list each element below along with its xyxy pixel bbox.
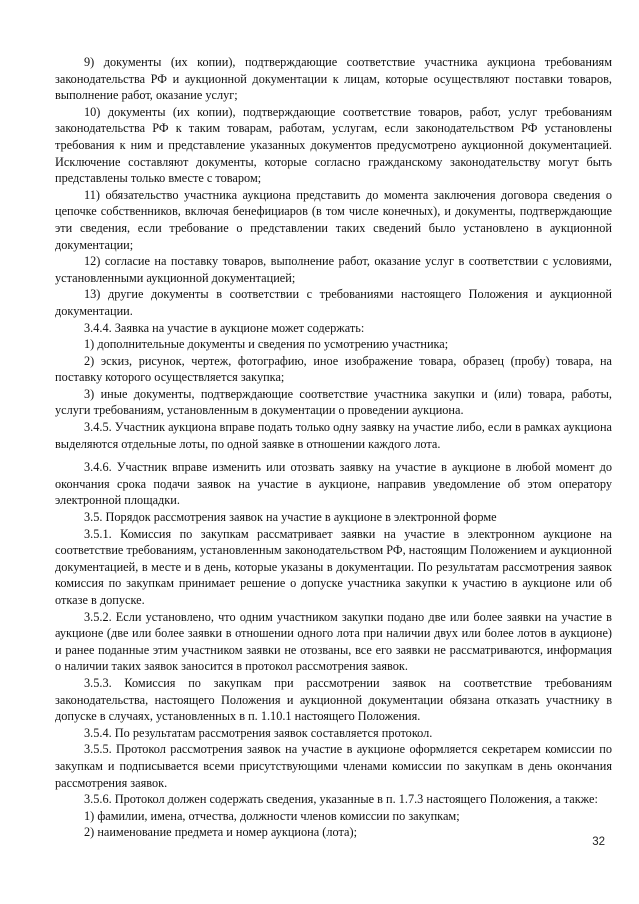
- paragraph-3-5-6-item-2: 2) наименование предмета и номер аукциона (лота);: [84, 825, 357, 840]
- section-3-5-6: 3.5.6. Протокол должен содержать сведения, указанные в п. 1.7.3 настоящего Положения, а также:: [84, 792, 598, 807]
- section-3-4-5: 3.4.5. Участник аукциона вправе подать только одну заявку на участие либо, если в рамках аукциона выделяются отдельные лоты, по одной заявке в отношении каждого лота.: [55, 420, 612, 451]
- page-number: 32: [592, 836, 605, 848]
- document-body: [55, 54, 612, 841]
- paragraph-3-4-4-item-3: 3) иные документы, подтверждающие соответствие участника закупки и (или) товара, работы, услуги требованиям, установленным в документации о проведении аукциона.: [55, 386, 612, 418]
- paragraph-3-4-4-item-1: 1) дополнительные документы и сведения по усмотрению участника;: [84, 337, 449, 352]
- section-3-5-5: 3.5.5. Протокол рассмотрения заявок на участие в аукционе оформляется секретарем комиссии по закупкам и подписывается всеми присутствующими членами комиссии по закупкам в день окончания рассмотрения заявок.: [55, 742, 612, 790]
- section-3-5-1: 3.5.1. Комиссия по закупкам рассматривает заявки на участие в электронном аукционе на соответствие требованиям, установленным законодательством РФ, настоящим Положением и аукционной документацией, в месте и в день, которые указаны в документации. По результатам рассмотрения заявок комиссия по закупкам принимает решение о допуске участника закупки к участию в аукционе или об отказе в допуске.: [55, 526, 612, 607]
- section-3-4-6: 3.4.6. Участник вправе изменить или отозвать заявку на участие в аукционе в любой момент до окончания срока подачи заявок на участие в аукционе, направив уведомление об этом оператору электронной площадки.: [55, 460, 612, 508]
- paragraph-item-11: 11) обязательство участника аукциона представить до момента заключения договора сведения о цепочке собственников, включая бенефициаров (в том числе конечных), и документы, подтверждающие эти сведения, если требование о представлении таких сведений было установлено в аукционной документации;: [55, 187, 612, 252]
- section-3-4-4: 3.4.4. Заявка на участие в аукционе может содержать:: [84, 320, 365, 335]
- paragraph-3-4-4-item-2: 2) эскиз, рисунок, чертеж, фотографию, иное изображение товара, образец (пробу) товара, на поставку которого осуществляется закупка;: [55, 353, 612, 385]
- paragraph-3-5-6-item-1: 1) фамилии, имена, отчества, должности членов комиссии по закупкам;: [84, 808, 460, 823]
- paragraph-item-12: 12) согласие на поставку товаров, выполнение работ, оказание услуг в соответствии с условиями, установленными аукционной документацией;: [55, 254, 612, 285]
- section-3-5-heading: 3.5. Порядок рассмотрения заявок на участие в аукционе в электронной форме: [84, 510, 497, 525]
- section-3-5-2: 3.5.2. Если установлено, что одним участником закупки подано две или более заявки на участие в аукционе (две или более заявки в отношении одного лота при наличии двух или более лотов в аукционе) и ранее поданные этим участником заявки не отозваны, все его заявки не рассматриваются, информация о наличии таких заявок заносится в протокол рассмотрения заявок.: [55, 609, 612, 674]
- section-3-5-4: 3.5.4. По результатам рассмотрения заявок составляется протокол.: [84, 725, 433, 740]
- paragraph-item-13: 13) другие документы в соответствии с требованиями настоящего Положения и аукционной документации.: [55, 287, 612, 318]
- paragraph-item-10: 10) документы (их копии), подтверждающие соответствие товаров, работ, услуг требованиям законодательства РФ к таким товарам, работам, услугам, если законодательством РФ установлены требования к ним и представление указанных документов предусмотрено аукционной документацией. Исключение составляют документы, которые согласно гражданскому законодательству могут быть представлены только вместе с товаром;: [55, 104, 612, 186]
- section-3-5-3: 3.5.3. Комиссия по закупкам при рассмотрении заявок на соответствие требованиям законодательства, настоящего Положения и аукционной документации обязана отказать участнику в допуске в случаях, установленных в п. 1.10.1 настоящего Положения.: [55, 675, 612, 724]
- paragraph-item-9: 9) документы (их копии), подтверждающие соответствие участника аукциона требованиям законодательства РФ и аукционной документации к лицам, которые осуществляют поставки товаров, выполнение работ, оказание услуг;: [55, 55, 612, 103]
